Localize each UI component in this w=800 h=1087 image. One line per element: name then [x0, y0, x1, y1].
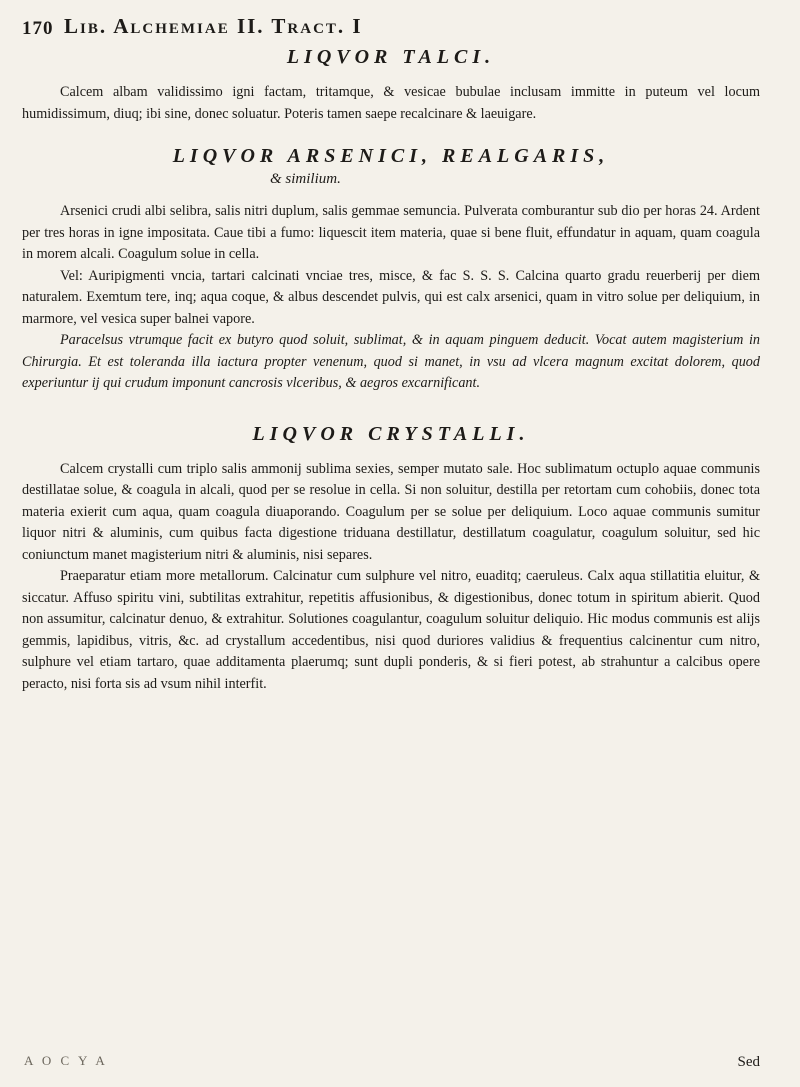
paragraph-arsenic-3: Paracelsus vtrumque facit ex butyro quod soluit, sublimat, & in aquam pinguem deducit. Vocat autem magisterium in Chirurgia. Et est toleranda illa iactura propter venenum, quod si manet, in vsu ad vlcera magnum excitat dolorem, quod experiuntur ij qui crudum imponunt cancrosis vlceribus, & aegros excarnificant. — [22, 332, 760, 391]
running-title: Lib. Alchemiae II. Tract. I — [64, 14, 363, 38]
catchword: Sed — [737, 1054, 760, 1070]
section-subheading-arsenic: & similium. — [270, 171, 341, 187]
running-header — [22, 14, 760, 44]
paragraph-arsenic-2: Vel: Auripigmenti vncia, tartari calcinati vnciae tres, misce, & fac S. S. S. Calcina quarto gradu reuerberij per diem naturalem. Exemtum tere, inq; aqua coque, & albus descendet pulvis, qui est calx arsenici, quam in vitro solue per deliquium, in marmore, vel vesica super balnei vapore. — [22, 267, 760, 327]
paragraph-crystal-2: Praeparatur etiam more metallorum. Calcinatur cum sulphure vel nitro, euaditq; caeruleus. Calx aqua stillatitia eluitur, & siccatur. Affuso spiritu vini, subtilitas extrahitur, repetitis affusionibus, & digestionibus, donec totum in spiritum abierit. Quod non assumitur, calcinatur denuo, & extrahitur. Solutiones coagulantur, coagulum soluitur deliquio. Hic modus communis est alijs gemmis, lapidibus, vitris, &c. ad crystallum accedentibus, nisi quod duriores validius & frequentius calcinentur cum nitro, sulphure vel etiam tartaro, quae additamenta plaerumq; sunt dupli ponderis, & si fieri potest, ab strahuntur a calcibus opere peracto, nisi forta sis ad vsum nihil interfit. — [22, 568, 760, 692]
section-heading-talc: LIQVOR TALCI. — [286, 46, 496, 68]
signature-mark: A O C Y A — [24, 1053, 108, 1068]
section-heading-crystal: LIQVOR CRYSTALLI. — [252, 422, 530, 445]
page-number: 170 — [22, 18, 54, 39]
section-heading-arsenic: LIQVOR ARSENICI, REALGARIS, — [172, 145, 610, 167]
paragraph-talc-1: Calcem albam validissimo igni factam, tritamque, & vesicae bubulae inclusam immitte in puteum vel locum humidissimum, diuq; ibi sine, donec soluatur. Poteris tamen saepe recalcinare & laeuigare. — [22, 84, 760, 122]
paragraph-arsenic-1: Arsenici crudi albi selibra, salis nitri duplum, salis gemmae semuncia. Pulverata comburantur sub dio per horas 24. Ardent per tres horas in igne impositata. Caue tibi a fumo: liquescit item materia, quae si bene fluit, effundatur in aquam, quam coagula in morem alcali. Coagulum solue in cella. — [22, 203, 760, 262]
paragraph-crystal-1: Calcem crystalli cum triplo salis ammonij sublima sexies, semper mutato sale. Hoc sublimatum octuplo aquae communis destillatae solue, & coagula in alcali, quod per se resolue in cella. Si non soluitur, destilla per retortam cum cohobiis, donec tota materia exierit cum aqua, quam coagula diuaporando. Coagulum per se solue per deliquium. Loco aquae communis sumitur liquor nitri & aluminis, cum quibus facta digestione triduana destillatur, destillatum coagulatur, coagulum soluitur, sed hic coniunctum manet magisterium nitri & aluminis, nisi separes. — [22, 460, 760, 563]
